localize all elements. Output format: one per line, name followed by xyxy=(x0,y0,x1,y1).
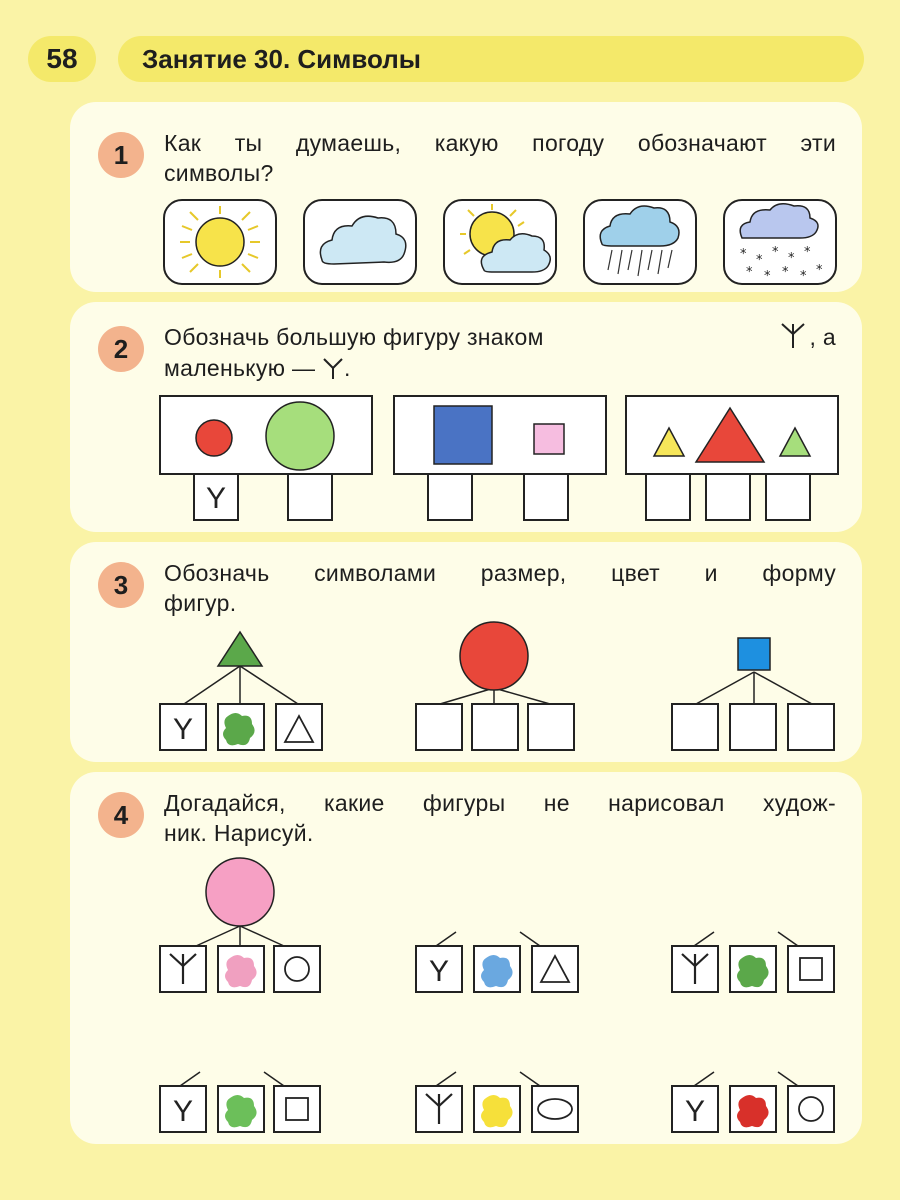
small-size-symbol: Y xyxy=(428,955,450,988)
task-4-panel xyxy=(70,772,862,1144)
task-2-figures xyxy=(160,396,840,526)
answer-box xyxy=(706,474,750,520)
task-2-text-part1: Обозначь большую фигуру знаком xyxy=(164,324,544,350)
task-2-text-line1 xyxy=(164,322,836,352)
task-1-text-line2: символы? xyxy=(164,160,274,186)
task-1-number: 1 xyxy=(98,132,144,178)
red-circle xyxy=(460,622,528,690)
svg-text:*: * xyxy=(772,245,779,260)
big-blue-square xyxy=(434,406,492,464)
task-2-text-part3: маленькую — xyxy=(164,355,316,381)
task-3-number: 3 xyxy=(98,562,144,608)
svg-text:*: * xyxy=(746,265,753,280)
task-2-number: 2 xyxy=(98,326,144,372)
small-pink-square xyxy=(534,424,564,454)
answer-box xyxy=(646,474,690,520)
task-3-text-line1: Обозначь символами размер, цвет и форму xyxy=(164,560,836,586)
small-size-symbol: Y xyxy=(684,1095,706,1128)
task-2-text-end: . xyxy=(343,355,351,381)
svg-text:*: * xyxy=(764,269,771,284)
svg-text:*: * xyxy=(740,247,747,262)
svg-text:*: * xyxy=(800,269,807,284)
task-2-text-part2: , а xyxy=(809,324,836,350)
big-size-symbol-icon xyxy=(780,322,806,350)
weather-symbols xyxy=(162,198,842,288)
task-4-text-line2: ник. Нарисуй. xyxy=(164,820,314,846)
answer-box xyxy=(524,474,568,520)
green-triangle xyxy=(218,632,262,666)
pink-circle xyxy=(206,858,274,926)
rain-cloud-icon xyxy=(584,200,696,284)
task-4-figures xyxy=(160,854,840,1140)
lesson-title: Занятие 30. Символы xyxy=(142,43,421,74)
snow-cloud-icon xyxy=(724,200,836,284)
squares-frame xyxy=(394,396,606,474)
task-1-text-line1: Как ты думаешь, какую погоду обозначают эти xyxy=(164,130,836,156)
small-red-circle xyxy=(196,420,232,456)
page-number: 58 xyxy=(28,36,96,82)
svg-text:*: * xyxy=(788,251,795,266)
answer-box xyxy=(428,474,472,520)
svg-text:*: * xyxy=(816,263,823,278)
task-3-text-line2: фигур. xyxy=(164,590,237,616)
small-size-symbol-icon xyxy=(322,357,344,381)
cloud-icon xyxy=(304,200,416,284)
big-green-circle xyxy=(266,402,334,470)
sun-icon xyxy=(164,200,276,284)
task-1-panel xyxy=(70,102,862,292)
svg-text:*: * xyxy=(782,265,789,280)
answer-box xyxy=(288,474,332,520)
task-3-panel xyxy=(70,542,862,762)
task-2-panel xyxy=(70,302,862,532)
answer-box xyxy=(766,474,810,520)
task-2-text-line2 xyxy=(164,352,836,383)
sun-behind-cloud-icon xyxy=(444,200,556,284)
page-title xyxy=(118,36,864,82)
blue-square xyxy=(738,638,770,670)
small-size-symbol: Y xyxy=(172,1095,194,1128)
svg-text:*: * xyxy=(756,253,763,268)
task-3-figures xyxy=(160,622,840,754)
filled-answer-y: Y xyxy=(172,713,194,746)
task-4-number: 4 xyxy=(98,792,144,838)
filled-answer-y: Y xyxy=(205,482,227,515)
svg-text:*: * xyxy=(804,245,811,260)
task-4-text-line1: Догадайся, какие фигуры не нарисовал худож- xyxy=(164,790,836,816)
